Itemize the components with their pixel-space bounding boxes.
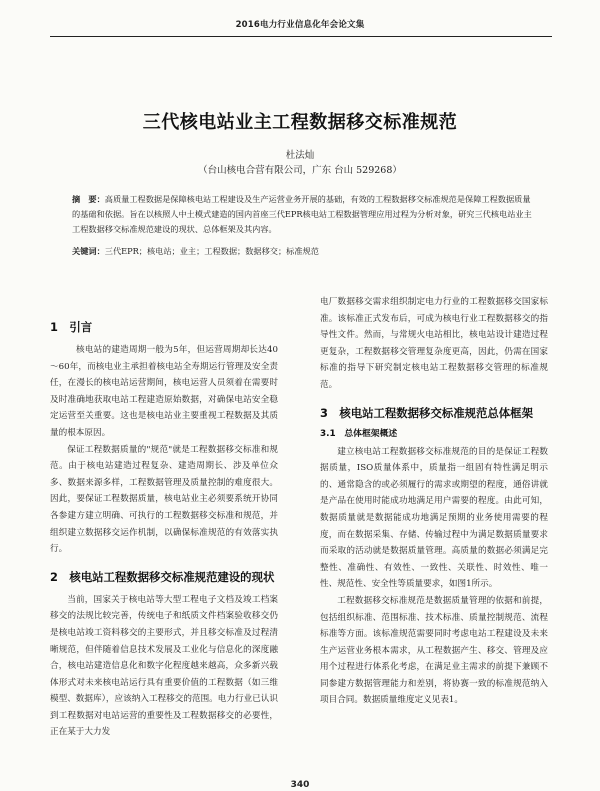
affiliation: （台山核电合营有限公司，广东 台山 529268）	[198, 165, 402, 176]
section-3-heading: 3 核电站工程数据移交标准规范总体框架	[320, 405, 533, 420]
section-3-paragraph-1: 建立核电站工程数据移交标准规范的目的是保证工程数据质量，ISO质量体系中，质量指一组固有特性满足明示的、通常隐含的或必须履行的需求或期望的程度，通俗讲就是产品在使用时能成功地满足用户需要的程度。由此可知，数据质量就是数据能成功地满足预期的业务使用需要的程度，而在数据采集、存储、传输过程中为满足数据质量要求而采取的活动就是数据质量管理。高质量的数据必须满足完整性、准确性、有效性、一致性、关联性、时效性、唯一性、规范性、安全性等质量要求，如图1所示。	[320, 446, 548, 590]
paper-title: 三代核电站业主工程数据移交标准规范	[142, 112, 458, 133]
section-2-paragraph-1: 当前，国家关于核电站等大型工程电子文档及竣工档案移交的法规比较完善，传统电子和纸质文件档案验收移交仍是核电站竣工资料移交的主要形式，并且移交标准及过程清晰规范，但伴随着信息技术发展及工业化与信息化的深度融合，核电站建造信息化和数字化程度越来越高，众多新兴载体形式对未来核电站运行具有重要价值的工程数据（如三维模型、数据库），应该纳入工程移交的范围。电力行业已认识到工程数据对电站运营的重要性及工程数据移交的必要性，正在某于大力发	[50, 594, 278, 738]
section-1-paragraph-2: 保证工程数据质量的"规范"就是工程数据移交标准和规范。由于核电站建造过程复杂、建造周期长、涉及单位众多、数据来源多样，工程数据管理及质量控制的难度很大。因此，要保证工程数据质量，核电站业主必须要系统开协同各参建方建立明确、可执行的工程数据移交标准和规范，并组织建立数据移交运作机制，以确保标准规范的有效落实执行。	[50, 444, 278, 555]
right-column	[320, 294, 548, 709]
section-1-heading: 1 引言	[50, 320, 93, 334]
section-2-paragraph-2: 电厂数据移交需求组织制定电力行业的工程数据移交国家标准。该标准正式发布后，可成为核电行业工程数据移交的指导性文件。然而，与常规火电站相比，核电站设计建造过程更复杂，工程数据移交管理复杂度更高，因此，仍需在国家标准的指导下研究制定核电站工程数据移交管理的标准规范。	[320, 297, 548, 390]
page-number: 340	[290, 780, 310, 790]
author: 杜法灿	[285, 150, 315, 161]
keywords-label: 关键词：	[72, 246, 105, 256]
abstract	[72, 192, 536, 238]
running-header: 2016电力行业信息化年会论文集	[235, 20, 365, 30]
keywords	[72, 244, 536, 259]
section-3-paragraph-2: 工程数据移交标准规范是数据质量管理的依据和前提，包括组织标准、范围标准、技术标准、质量控制规范、流程标准等方面。该标准规范需要同时考虑电站工程建设及未来生产运营业务根本需求，从工程数据产生、移交、管理及应用个过程进行体系化考虑，在满足业主需求的前提下兼顾不同参建方数据管理能力和差别，将协赛一致的标准规范纳入项目合同。数据质量维度定义见表1。	[320, 595, 548, 706]
abstract-label: 摘 要：	[72, 194, 105, 204]
header-rule	[50, 36, 552, 37]
section-1-paragraph-1: 核电站的建造周期一般为5年，但运营周期却长达40～60年，而核电业主承担着核电站全寿期运行管理及安全责任，在漫长的核电站运营期间，核电运营人员须着在需要时及时准确地获取电站工程建造原始数据，对确保电站安全稳定运营至关重要。这也是核电站业主要重视工程数据及其质量的根本原因。	[50, 345, 278, 438]
keywords-text: 三代EPR；核电站；业主；工程数据；数据移交；标准规范	[104, 246, 319, 256]
abstract-text: 高质量工程数据是保障核电站工程建设及生产运营业务开展的基础，有效的工程数据移交标准规范是保障工程数据质量的基础和依据。旨在以核照人中土模式建造的国内首座三代EPR核电站工程数据管理应用过程为分析对象，研究三代核电站业主工程数据移交标准规范建设的现状、总体框架及其内容。	[72, 194, 532, 235]
section-2-heading: 2 核电站工程数据移交标准规范建设的现状	[50, 569, 275, 584]
section-3-1-heading: 3.1 总体框架概述	[320, 428, 398, 439]
left-column	[50, 300, 278, 741]
